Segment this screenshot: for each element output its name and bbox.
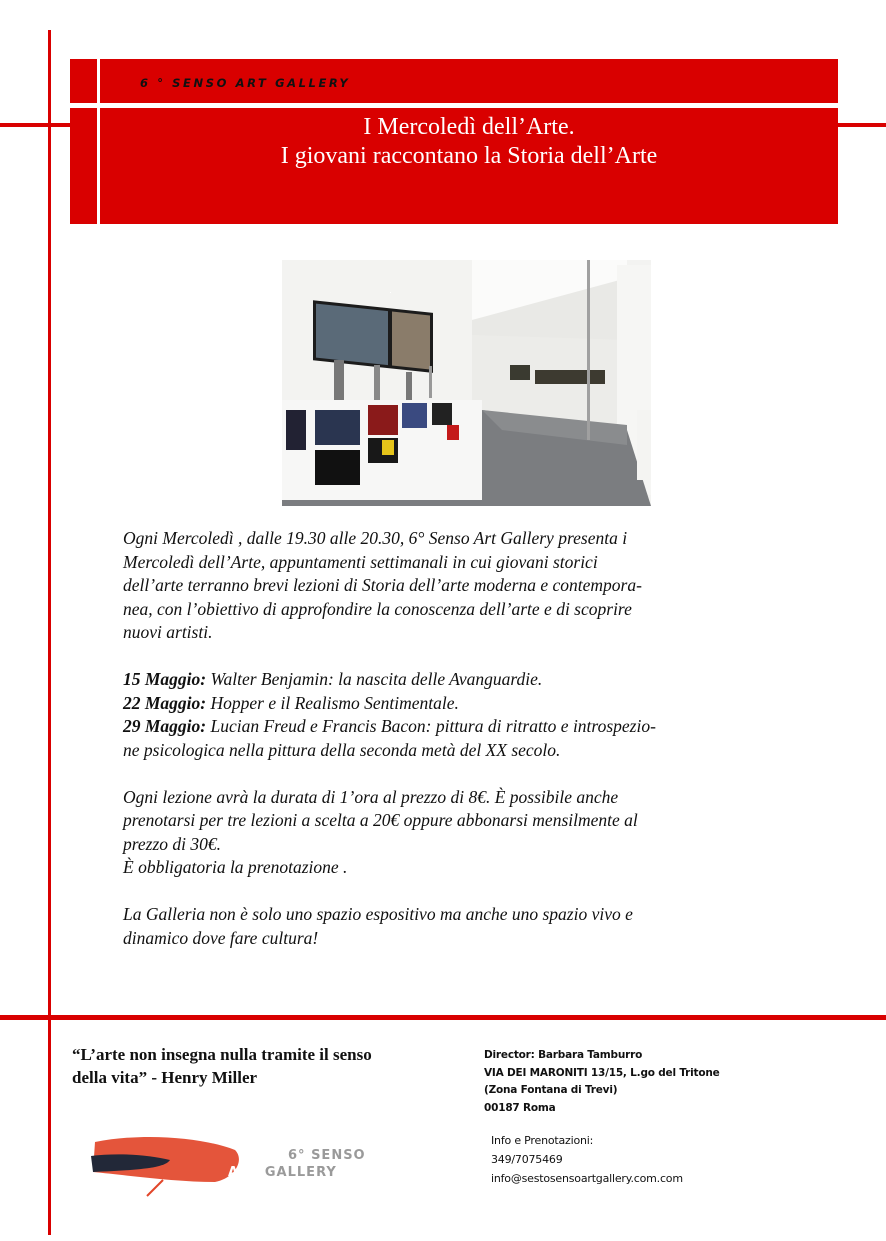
- schedule-topic: Lucian Freud e Francis Bacon: pittura di ritratto e introspezio-: [206, 716, 656, 736]
- decorative-horizontal-line-right: [838, 123, 886, 127]
- pricing-line: prenotarsi per tre lezioni a scelta a 20€ oppure abbonarsi mensilmente al: [123, 810, 638, 830]
- intro-line: dell’arte terranno brevi lezioni di Storia dell’arte moderna e contempora-: [123, 575, 642, 595]
- schedule-date: 15 Maggio:: [123, 669, 207, 689]
- address-zone: (Zona Fontana di Trevi): [484, 1084, 618, 1096]
- schedule-topic: Walter Benjamin: la nascita delle Avanguardie.: [206, 669, 543, 689]
- logo-text-art-gallery: ART GALLERY: [228, 1165, 337, 1180]
- schedule-topic-continued: ne psicologica nella pittura della seconda metà del XX secolo.: [123, 739, 561, 760]
- intro-line: Mercoledì dell’Arte, appuntamenti settimanali in cui giovani storici: [123, 551, 598, 572]
- title-line-1: I Mercoledì dell’Arte.: [363, 114, 575, 140]
- intro-line: Ogni Mercoledì , dalle 19.30 alle 20.30, 6° Senso Art Gallery presenta i: [123, 528, 628, 548]
- booking-info: [491, 1131, 683, 1188]
- footer-divider-line: [0, 1015, 886, 1020]
- logo-text-senso: 6° SENSO: [288, 1148, 366, 1163]
- event-description: [123, 527, 773, 950]
- schedule-item: [123, 668, 773, 692]
- pricing-line: prezzo di 30€.: [123, 833, 222, 854]
- address-city: 00187 Roma: [484, 1101, 556, 1114]
- address-line: VIA DEI MARONITI 13/15, L.go del Tritone: [484, 1066, 720, 1079]
- page-title: [100, 113, 838, 171]
- phone-number[interactable]: 349/7075469: [491, 1153, 563, 1166]
- schedule-item: [123, 715, 773, 739]
- booking-label: Info e Prenotazioni:: [491, 1134, 594, 1147]
- title-line-2: I giovani raccontano la Storia dell’Arte: [280, 143, 658, 169]
- email-link[interactable]: info@sestosensoartgallery.com.com: [491, 1172, 683, 1185]
- decorative-horizontal-line-left: [0, 123, 72, 127]
- closing-line: dinamico dove fare cultura!: [123, 927, 319, 948]
- intro-line: nea, con l’obiettivo di approfondire la conoscenza dell’arte e di scoprire: [123, 598, 632, 619]
- brush-stroke-icon: [85, 1120, 315, 1200]
- closing-line: La Galleria non è solo uno spazio espositivo ma anche uno spazio vivo e: [123, 904, 633, 924]
- pricing-line: Ogni lezione avrà la durata di 1’ora al prezzo di 8€. È possibile anche: [123, 786, 619, 807]
- intro-line: nuovi artisti.: [123, 622, 213, 642]
- quote-line-2: della vita” - Henry Miller: [72, 1068, 258, 1087]
- gallery-photo-illustration: [282, 260, 651, 506]
- quote-line-1: “L’arte non insegna nulla tramite il senso: [72, 1045, 372, 1064]
- gallery-brand: 6 ° SENSO ART GALLERY: [140, 76, 351, 90]
- director-name: Director: Barbara Tamburro: [484, 1049, 643, 1061]
- header-divider-horizontal: [70, 103, 838, 108]
- gallery-interior-photo: [282, 260, 651, 506]
- header-banner: [70, 59, 838, 224]
- schedule-date: 29 Maggio:: [123, 716, 207, 736]
- decorative-vertical-line: [48, 30, 51, 1235]
- contact-block: [484, 1047, 720, 1117]
- schedule-topic: Hopper e il Realismo Sentimentale.: [206, 692, 459, 713]
- schedule-item: [123, 692, 773, 716]
- footer-quote: [72, 1043, 472, 1089]
- pricing-line: È obbligatoria la prenotazione .: [123, 857, 348, 877]
- schedule-date: 22 Maggio:: [123, 692, 207, 713]
- gallery-logo: [85, 1120, 366, 1200]
